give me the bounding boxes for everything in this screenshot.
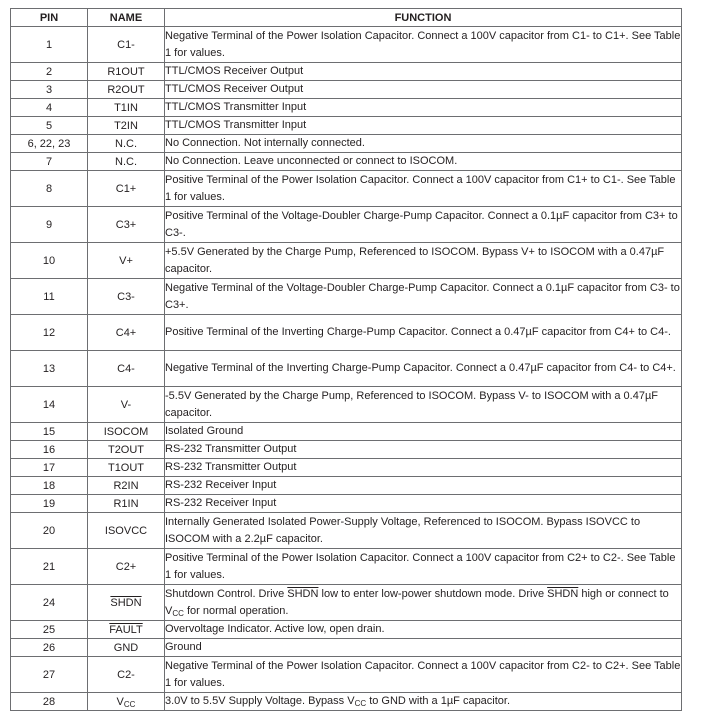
pin-function: RS-232 Receiver Input [165,477,682,495]
shdn-overlined: SHDN [547,587,579,600]
function-text: to GND with a 1µF capacitor. [366,695,511,707]
pin-name: T1IN [88,99,165,117]
pin-name: N.C. [88,135,165,153]
pin-number: 3 [11,81,88,99]
table-row [11,117,682,135]
pin-name: C2+ [88,549,165,585]
pin-number: 2 [11,63,88,81]
pin-number: 25 [11,621,88,639]
vcc-subscript: CC [354,699,367,708]
table-row [11,639,682,657]
table-row [11,477,682,495]
pin-number: 1 [11,27,88,63]
table-row [11,423,682,441]
pin-name: T2OUT [88,441,165,459]
pin-name: V+ [88,243,165,279]
pin-function: TTL/CMOS Transmitter Input [165,117,682,135]
pin-number: 4 [11,99,88,117]
pin-function: Negative Terminal of the Power Isolation Capacitor. Connect a 100V capacitor from C2- to C2+. See Table 1 for values. [165,657,682,693]
pin-number: 18 [11,477,88,495]
pin-function: TTL/CMOS Receiver Output [165,63,682,81]
function-text: high or connect to V [165,587,669,617]
function-text: low to enter low-power shutdown mode. Drive [318,587,548,600]
pin-number: 14 [11,387,88,423]
pin-function: Negative Terminal of the Inverting Charge-Pump Capacitor. Connect a 0.47µF capacitor from C4- to C4+. [165,351,682,387]
pin-number: 24 [11,585,88,621]
pin-number: 8 [11,171,88,207]
pin-name: C1- [88,27,165,63]
table-row [11,585,682,621]
pin-number: 28 [11,693,88,711]
pin-function: RS-232 Transmitter Output [165,441,682,459]
pin-number: 7 [11,153,88,171]
table-row [11,693,682,711]
header-row [11,9,682,27]
function-text: 3.0V to 5.5V Supply Voltage. Bypass V [165,695,355,707]
pin-function: -5.5V Generated by the Charge Pump, Referenced to ISOCOM. Bypass V- to ISOCOM with a 0.47µF capacitor. [165,387,682,423]
pin-name: SHDN [88,585,165,621]
pin-name: V- [88,387,165,423]
table-row [11,513,682,549]
pin-name: T2IN [88,117,165,135]
pin-name: C4+ [88,315,165,351]
pin-name: T1OUT [88,459,165,477]
pin-function: Negative Terminal of the Power Isolation Capacitor. Connect a 100V capacitor from C1- to C1+. See Table 1 for values. [165,27,682,63]
pin-number: 6, 22, 23 [11,135,88,153]
table-row [11,441,682,459]
pin-description-table [10,8,682,711]
table-row [11,27,682,63]
pin-name [88,693,165,711]
pin-function: TTL/CMOS Receiver Output [165,81,682,99]
pin-function [165,585,682,621]
pin-function: Negative Terminal of the Voltage-Doubler Charge-Pump Capacitor. Connect a 0.1µF capacitor from C3- to C3+. [165,279,682,315]
pin-number: 19 [11,495,88,513]
table-row [11,99,682,117]
header-function: FUNCTION [165,9,682,27]
table-row [11,387,682,423]
vcc-subscript: CC [123,699,136,709]
pin-name: C4- [88,351,165,387]
pin-number: 26 [11,639,88,657]
pin-name: R1OUT [88,63,165,81]
pin-function: Positive Terminal of the Inverting Charge-Pump Capacitor. Connect a 0.47µF capacitor from C4+ to C4-. [165,315,682,351]
pin-number: 16 [11,441,88,459]
table-row [11,657,682,693]
pin-function: +5.5V Generated by the Charge Pump, Referenced to ISOCOM. Bypass V+ to ISOCOM with a 0.47µF capacitor. [165,243,682,279]
table-row [11,351,682,387]
pin-number: 10 [11,243,88,279]
vcc-main: V [116,695,124,708]
pin-number: 27 [11,657,88,693]
pin-function: RS-232 Receiver Input [165,495,682,513]
table-row [11,495,682,513]
vcc-subscript: CC [172,608,184,618]
pin-function: Isolated Ground [165,423,682,441]
table-row [11,549,682,585]
pin-number: 11 [11,279,88,315]
pin-function: Positive Terminal of the Voltage-Doubler Charge-Pump Capacitor. Connect a 0.1µF capacitor from C3+ to C3-. [165,207,682,243]
pin-name: R2OUT [88,81,165,99]
function-text: Shutdown Control. Drive [165,587,288,600]
pin-number: 5 [11,117,88,135]
pin-name: N.C. [88,153,165,171]
pin-name: C2- [88,657,165,693]
pin-name: ISOVCC [88,513,165,549]
table-row [11,279,682,315]
function-text: for normal operation. [183,604,289,617]
pin-number: 13 [11,351,88,387]
pin-function: Ground [165,639,682,657]
pin-number: 15 [11,423,88,441]
pin-function: Positive Terminal of the Power Isolation Capacitor. Connect a 100V capacitor from C2+ to C2-. See Table 1 for values. [165,549,682,585]
pin-function: Internally Generated Isolated Power-Supply Voltage, Referenced to ISOCOM. Bypass ISOVCC to ISOCOM with a 2.2µF capacitor. [165,513,682,549]
pin-function: Overvoltage Indicator. Active low, open drain. [165,621,682,639]
pin-name: FAULT [88,621,165,639]
table-row [11,153,682,171]
pin-function [165,693,682,711]
pin-number: 20 [11,513,88,549]
pin-name: C3+ [88,207,165,243]
pin-number: 12 [11,315,88,351]
table-row [11,621,682,639]
pin-name: ISOCOM [88,423,165,441]
pin-function: RS-232 Transmitter Output [165,459,682,477]
pin-name: C3- [88,279,165,315]
pin-function: TTL/CMOS Transmitter Input [165,99,682,117]
pin-number: 9 [11,207,88,243]
pin-function: Positive Terminal of the Power Isolation Capacitor. Connect a 100V capacitor from C1+ to C1-. See Table 1 for values. [165,171,682,207]
pin-function: No Connection. Not internally connected. [165,135,682,153]
header-name: NAME [88,9,165,27]
pin-function: No Connection. Leave unconnected or connect to ISOCOM. [165,153,682,171]
table-row [11,315,682,351]
pin-name: GND [88,639,165,657]
shdn-overlined: SHDN [287,587,319,600]
table-row [11,459,682,477]
pin-number: 21 [11,549,88,585]
table-row [11,171,682,207]
table-row [11,135,682,153]
pin-name: R2IN [88,477,165,495]
pin-name: R1IN [88,495,165,513]
header-pin: PIN [11,9,88,27]
pin-number: 17 [11,459,88,477]
table-row [11,81,682,99]
table-row [11,243,682,279]
pin-name: C1+ [88,171,165,207]
table-row [11,207,682,243]
table-row [11,63,682,81]
